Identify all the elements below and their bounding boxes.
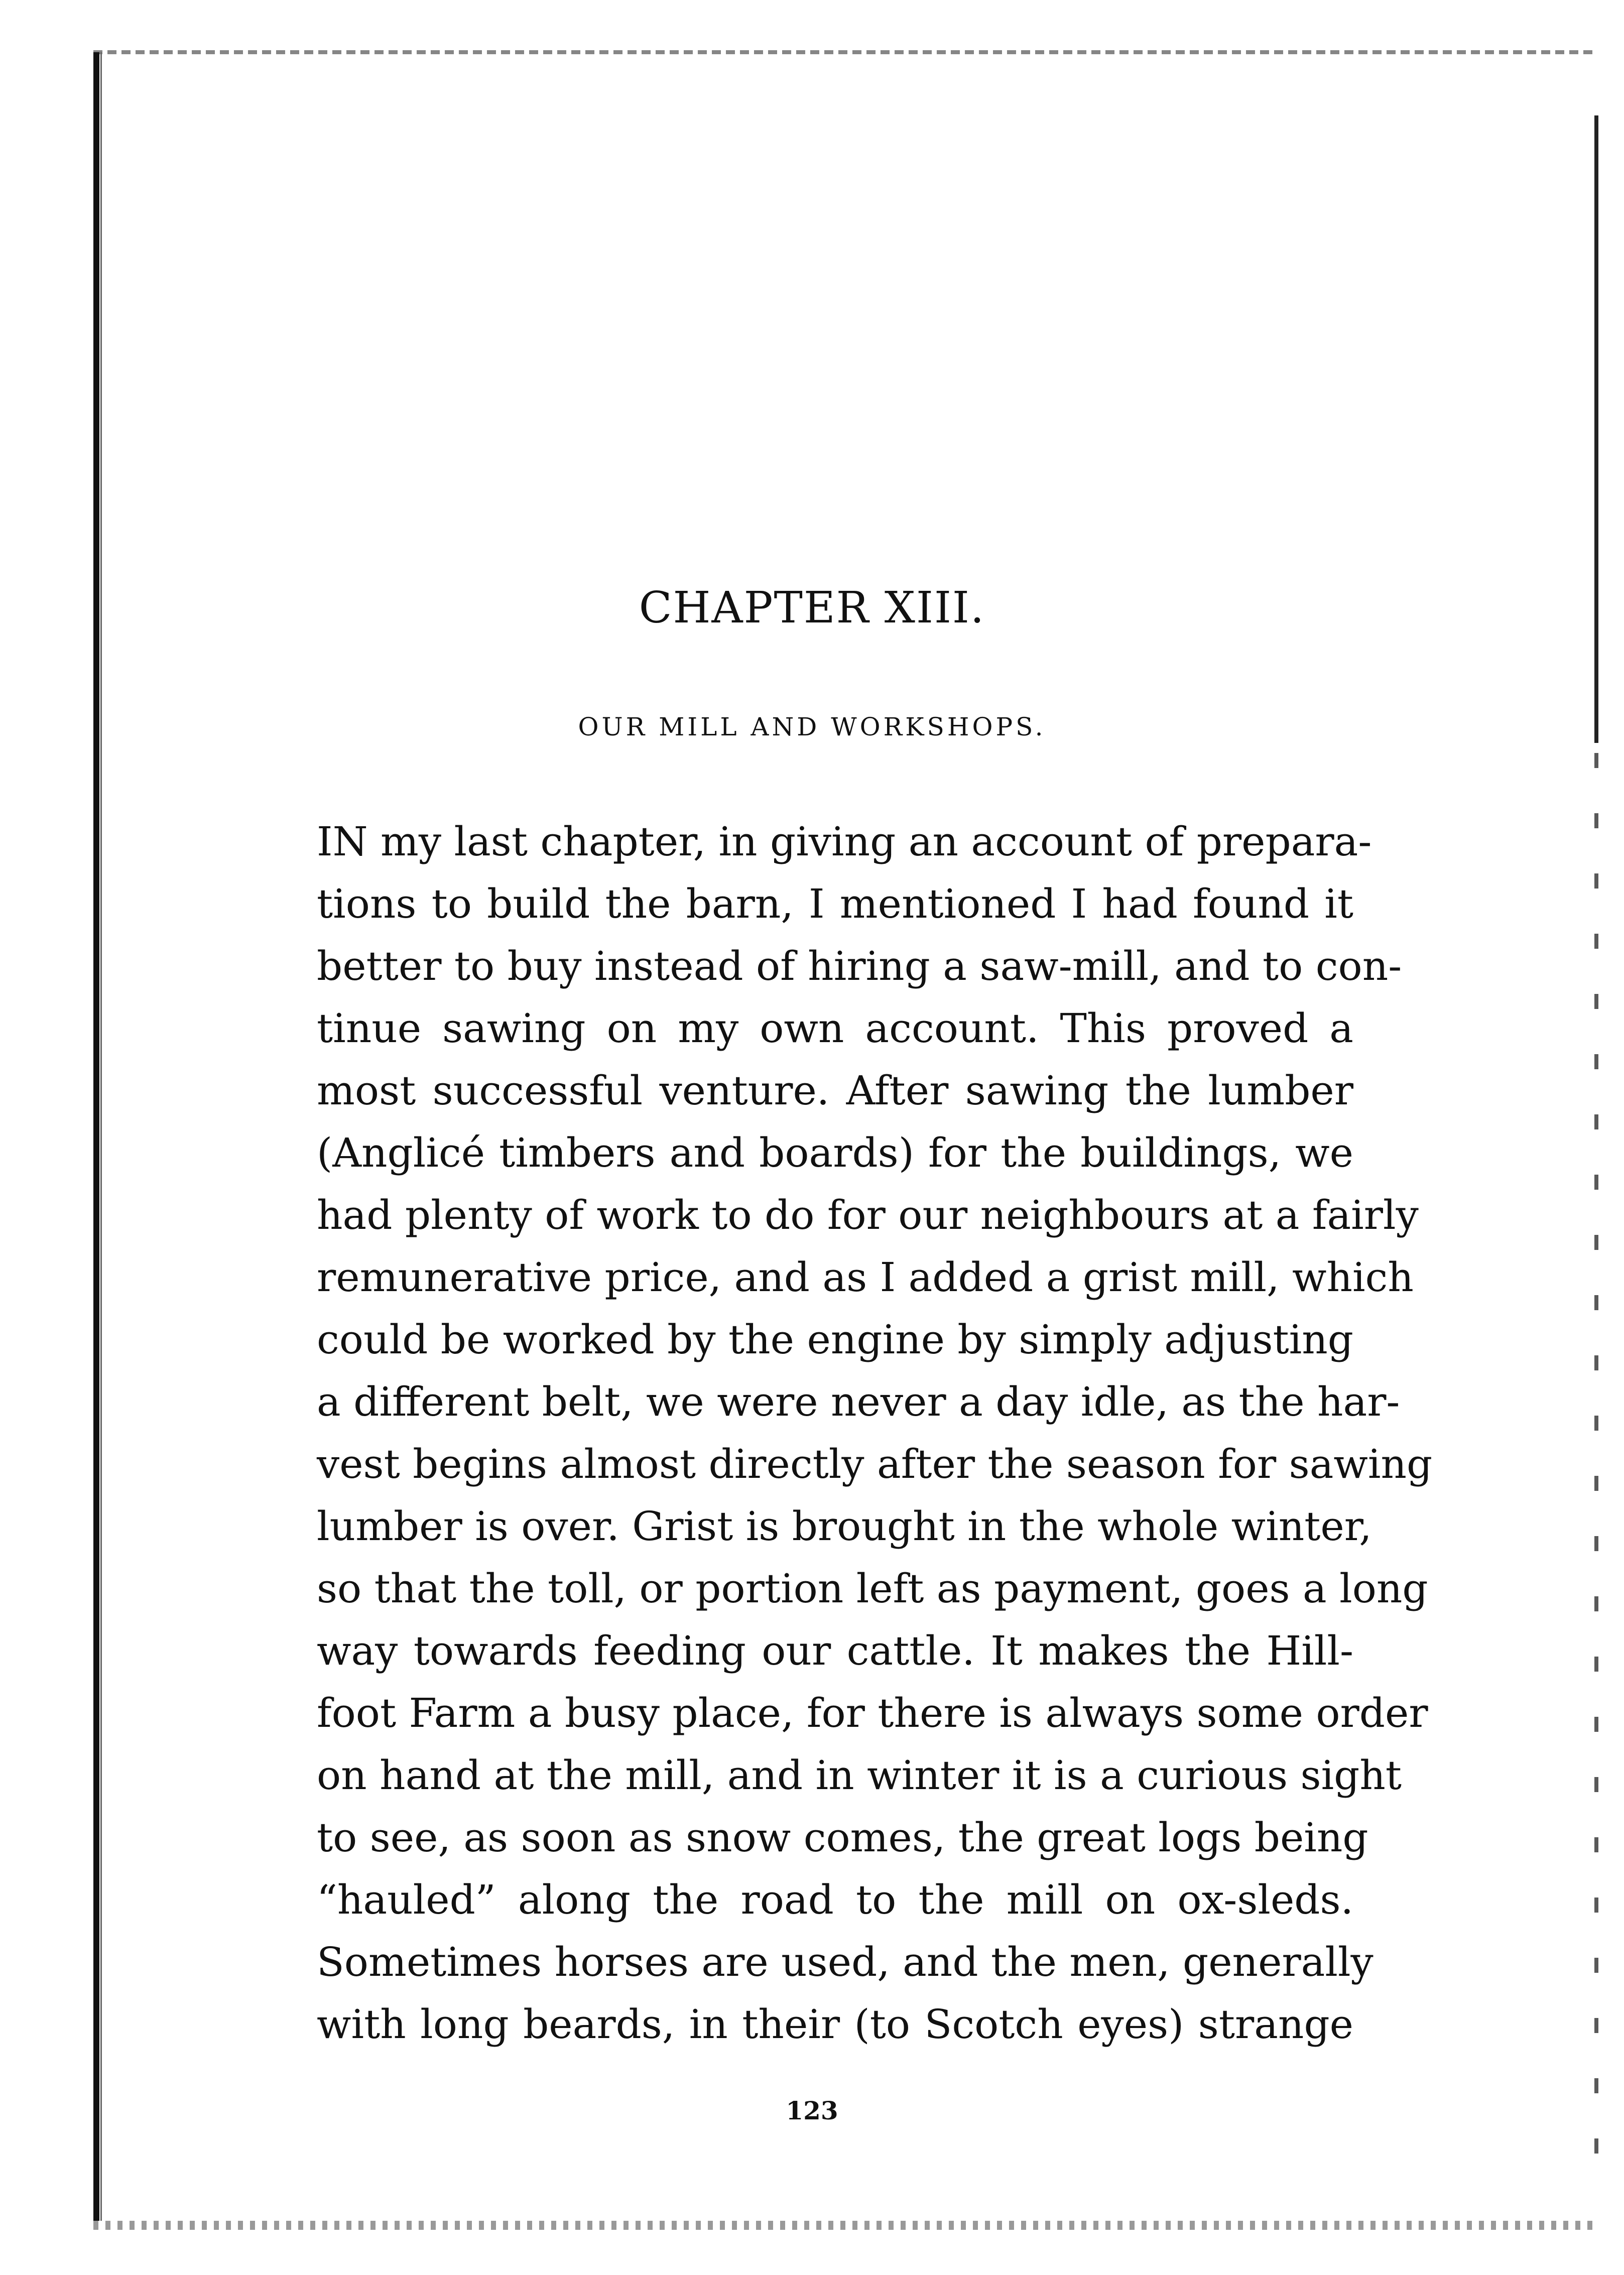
- text-line: on hand at the mill, and in winter it is a curious sight: [317, 1752, 1402, 1799]
- text-line: with long beards, in their (to Scotch eyes) strange: [317, 2001, 1353, 2048]
- text-line: most successful venture. After sawing the lumber: [317, 1067, 1353, 1114]
- text-line: lumber is over. Grist is brought in the whole winter,: [317, 1503, 1372, 1550]
- text-line: Sometimes horses are used, and the men, generally: [317, 1939, 1373, 1985]
- page-bottom-edge: [93, 2221, 1594, 2230]
- page-right-edge-marks: [1594, 753, 1598, 2159]
- text-line: tinue sawing on my own account. This proved a: [317, 1005, 1353, 1052]
- text-line: foot Farm a busy place, for there is always some order: [317, 1690, 1428, 1736]
- text-line: to see, as soon as snow comes, the great logs being: [317, 1814, 1368, 1861]
- chapter-heading: CHAPTER XIII.: [639, 583, 985, 633]
- text-line: better to buy instead of hiring a saw-mill, and to con-: [317, 943, 1402, 989]
- text-line: IN my last chapter, in giving an account of prepara-: [317, 818, 1372, 865]
- binding-edge: [93, 52, 99, 2221]
- page-right-edge: [1594, 115, 1598, 743]
- text-line: tions to build the barn, I mentioned I had found it: [317, 880, 1353, 927]
- text-line: could be worked by the engine by simply adjusting: [317, 1316, 1353, 1363]
- page-number: 123: [786, 2096, 838, 2125]
- text-line: (Anglicé timbers and boards) for the buildings, we: [317, 1129, 1353, 1176]
- text-line: a different belt, we were never a day idle, as the har-: [317, 1378, 1400, 1425]
- text-line: remunerative price, and as I added a grist mill, which: [317, 1254, 1414, 1301]
- text-line: so that the toll, or portion left as payment, goes a long: [317, 1565, 1428, 1612]
- text-line: way towards feeding our cattle. It makes the Hill-: [317, 1627, 1353, 1674]
- chapter-subtitle: OUR MILL AND WORKSHOPS.: [578, 712, 1046, 741]
- text-line: vest begins almost directly after the season for sawing: [317, 1441, 1433, 1487]
- text-line: “hauled” along the road to the mill on ox-sleds.: [317, 1876, 1353, 1923]
- text-line: had plenty of work to do for our neighbours at a fairly: [317, 1192, 1419, 1238]
- body-text: [317, 811, 1433, 2056]
- binding-shadow: [100, 52, 102, 2221]
- page-top-edge: [93, 50, 1594, 54]
